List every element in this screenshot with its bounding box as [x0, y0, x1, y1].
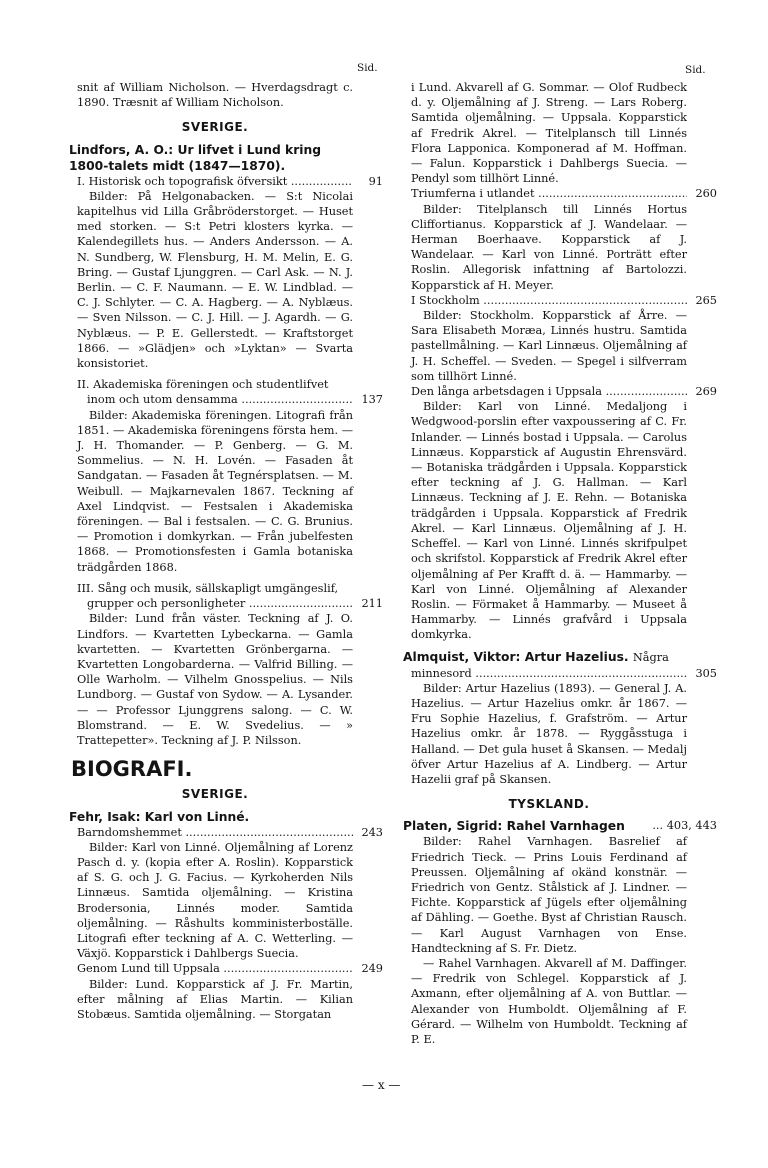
continuation-text: i Lund. Akvarell af G. Sommar. — Olof Rudbeck d. y. Oljemålning af J. Streng. — Lars Roberg. Samtida oljemålning. — Uppsala. Kopparstick af Fredrik Akrel. — Titelplansch till Linnés Flora Lapponica. Komponerad af M. Hoffman. — Falun. Kopparstick i Dahlbergs Suecia. — Pendyl som tillhört Linné.: [411, 81, 687, 186]
page-number: 305: [695, 666, 717, 680]
illustrations-list: Bilder: Titelplansch till Linnés Hortus Cliffortianus. Kopparstick af J. Wandelaar. — Herman Boerhaave. Kopparstick af J. Wandelaar. — Karl von Linné. Porträtt efter Roslin. Allegorisk infattning af Bartolozzi. Kopparstick af H. Meyer.: [411, 202, 687, 292]
section-heading-sverige: SVERIGE.: [181, 787, 249, 802]
category-heading-biografi: BIOGRAFI.: [71, 757, 193, 782]
page-number: 137: [361, 393, 383, 407]
entry-title: Barndomshemmet .....: [77, 825, 353, 840]
sid-label-left: Sid.: [357, 62, 378, 74]
left-column: [69, 80, 383, 1022]
toc-entry: [411, 186, 717, 201]
author-entry-fehr: Fehr, Isak: Karl von Linné.: [69, 809, 250, 824]
author-entry-almquist: [403, 649, 687, 666]
toc-entry: [411, 293, 717, 308]
sid-label-right: Sid.: [685, 64, 706, 76]
toc-entry-title-line: III. Sång och musik, sällskapligt umgängeslif,: [77, 581, 339, 595]
toc-entry: [77, 174, 383, 189]
illustrations-list: Bilder: Rahel Varnhagen. Basrelief af Friedrich Tieck. — Prins Louis Ferdinand af Preussen. Oljemålning af okänd konstnär. — Friedrich von Gentz. Stålstick af J. Lindner. — Fichte. Kopparstick af Jügels efter oljemålning af Dähling. — Goethe. Byst af Christian Rausch. — Karl August Varnhagen von Ense. Handteckning af S. Fr. Dietz.: [411, 835, 687, 955]
illustrations-list: Bilder: Akademiska föreningen. Litografi från 1851. — Akademiska föreningens första hem. — J. H. Thomander. — P. Genberg. — G. M. Sommelius. — N. H. Lovén. — Fasaden åt Sandgatan. — Fasaden åt Tegnérsplatsen. — M. Weibull. — Majkarnevalen 1867. Teckning af Axel Lindqvist. — Festsalen i Akademiska föreningen. — Bal i festsalen. — C. G. Brunius. — Promotion i domkyrkan. — Från jubelfesten 1868. — Promotionsfesten i Gamla botaniska trädgården 1868.: [77, 408, 353, 574]
entry-title: Den långa arbetsdagen i Uppsala .....: [411, 384, 687, 399]
right-column: [403, 80, 717, 1047]
entry-title: grupper och personligheter .....: [87, 596, 353, 611]
entry-title: Triumferna i utlandet .....: [411, 186, 687, 201]
illustrations-list: Bilder: Artur Hazelius (1893). — General J. A. Hazelius. — Artur Hazelius omkr. år 1867. — Fru Sophie Hazelius, f. Grafström. — Artur Hazelius omkr. år 1878. — Ryggåsstuga i Halland. — Det gula huset å Skansen. — Medalj öfver Artur Hazelius af A. Lindberg. — Artur Hazelii graf på Skansen.: [411, 681, 687, 786]
illustrations-list: Bilder: Karl von Linné. Medaljong i Wedgwood-porslin efter vaxpoussering af C. Fr. Inlander. — Linnés bostad i Uppsala. — Carolus Linnæus. Kopparstick af Augustin Ehrensvärd. — Botaniska trädgården i Uppsala. Kopparstick efter teckning af J. G. Hallman. — Karl Linnæus. Teckning af J. E. Rehn. — Botaniska trädgården i Uppsala. Kopparstick af Fredrik Akrel. — Karl Linnæus. Oljemålning af J. H. Scheffel. — Karl von Linné. Linnés skrifpulpet och skrifstol. Kopparstick af Fredrik Akrel efter oljemålning af Per Krafft d. ä. — Hammarby. — Karl von Linné. Oljemålning af Alexander Roslin. — Förmaket å Hammarby. — Museet å Hammarby. — Linnés grafvård i Uppsala domkyrka.: [411, 400, 687, 642]
page-number: 211: [361, 597, 383, 611]
page-number: 269: [695, 385, 717, 399]
illustrations-list: Bilder: Stockholm. Kopparstick af Årre. — Sara Elisabeth Moræa, Linnés hustru. Samtida pastellmålning. — Karl Linnæus. Oljemålning af J. H. Scheffel. — Sveden. — Spegel i silfverram som tillhört Linné.: [411, 309, 687, 383]
illustrations-list: Bilder: Lund från väster. Teckning af J. O. Lindfors. — Kvartetten Lybeckarna. — Gamla kvartetten. — Kvartetten Grönbergarna. — Kvartetten Longobarderna. — Valfrid Billing. — Olle Warholm. — Vilhelm Gnosspelius. — Nils Lundborg. — Gustaf von Sydow. — A. Lysander. — — Professor Ljunggrens salong. — C. W. Blomstrand. — E. W. Svedelius. — » Trattepetter». Teckning af J. P. Nilsson.: [77, 612, 353, 747]
continuation-text: snit af William Nicholson. — Hverdagsdragt c. 1890. Træsnit af William Nicholson.: [77, 81, 353, 110]
author-title: Platen, Sigrid: Rahel Varnhagen: [403, 819, 625, 834]
toc-entry: [411, 666, 717, 681]
toc-entry: [77, 392, 383, 407]
author-subtitle: Några: [632, 650, 669, 664]
entry-title: Genom Lund till Uppsala .....: [77, 961, 353, 976]
illustrations-list: Bilder: Lund. Kopparstick af J. Fr. Martin, efter målning af Elias Martin. — Kilian Stobæus. Samtida oljemålning. — Storgatan: [77, 977, 353, 1021]
toc-entry: [77, 961, 383, 976]
entry-title: I. Historisk och topografisk öfversikt .....: [77, 174, 353, 189]
author-entry-platen: [403, 818, 717, 834]
illustrations-list: Bilder: Karl von Linné. Oljemålning af Lorenz Pasch d. y. (kopia efter A. Roslin). Kopparstick af S. G. och J. G. Facius. — Kyrkoherden Nils Linnæus. Samtida oljemålning. — Kristina Brodersonia, Linnés moder. Samtida oljemålning. — Råshults komministerboställe. Litografi efter teckning af A. C. Wetterling. — Växjö. Kopparstick i Dahlbergs Suecia.: [77, 840, 353, 961]
toc-entry: [77, 825, 383, 840]
page-number: 249: [361, 962, 383, 976]
illustrations-list: Bilder: På Helgonabacken. — S:t Nicolai kapitelhus vid Lilla Gråbröderstorget. — Huset med storken. — S:t Petri klosters kyrka. — Kalendegillets hus. — Anders Andersson. — A. N. Sundberg, W. Flensburg, H. M. Melin, E. G. Bring. — Gustaf Ljunggren. — Carl Ask. — N. J. Berlin. — C. F. Naumann. — E. W. Lindblad. — C. J. Schlyter. — C. A. Hagberg. — A. Nyblæus. — Sven Nilsson. — C. J. Hill. — J. Agardh. — G. Nyblæus. — P. E. Gellerstedt. — Kraftstorget 1866. — »Glädjen» och »Lyktan» — Svarta konsistoriet.: [77, 189, 353, 371]
toc-entry: [77, 596, 383, 611]
page-number: ... 403, 443: [652, 819, 717, 833]
entry-title: inom och utom densamma .....: [87, 392, 353, 407]
section-heading-sverige: SVERIGE.: [181, 120, 249, 135]
section-heading-tyskland: TYSKLAND.: [508, 797, 590, 812]
page-number-footer: — x —: [362, 1078, 401, 1092]
page-number: 265: [695, 293, 717, 307]
page-number: 260: [695, 187, 717, 201]
page-number: 243: [361, 825, 383, 839]
entry-title: I Stockholm .....: [411, 293, 687, 308]
toc-entry: [411, 384, 717, 399]
author-title: Almquist, Viktor: Artur Hazelius.: [403, 649, 629, 664]
page-number: 91: [368, 174, 383, 188]
author-entry-lindfors: Lindfors, A. O.: Ur lifvet i Lund kring 1800-talets midt (1847—1870).: [69, 142, 322, 173]
illustrations-list: — Rahel Varnhagen. Akvarell af M. Daffinger. — Fredrik von Schlegel. Kopparstick af J. Axmann, efter oljemålning af A. von Buttlar. — Alexander von Humboldt. Oljemålning af F. Gérard. — Wilhelm von Humboldt. Teckning af P. E.: [411, 956, 687, 1046]
entry-title: minnesord .....: [411, 666, 687, 681]
toc-entry-title-line: II. Akademiska föreningen och studentlifvet: [77, 378, 329, 392]
